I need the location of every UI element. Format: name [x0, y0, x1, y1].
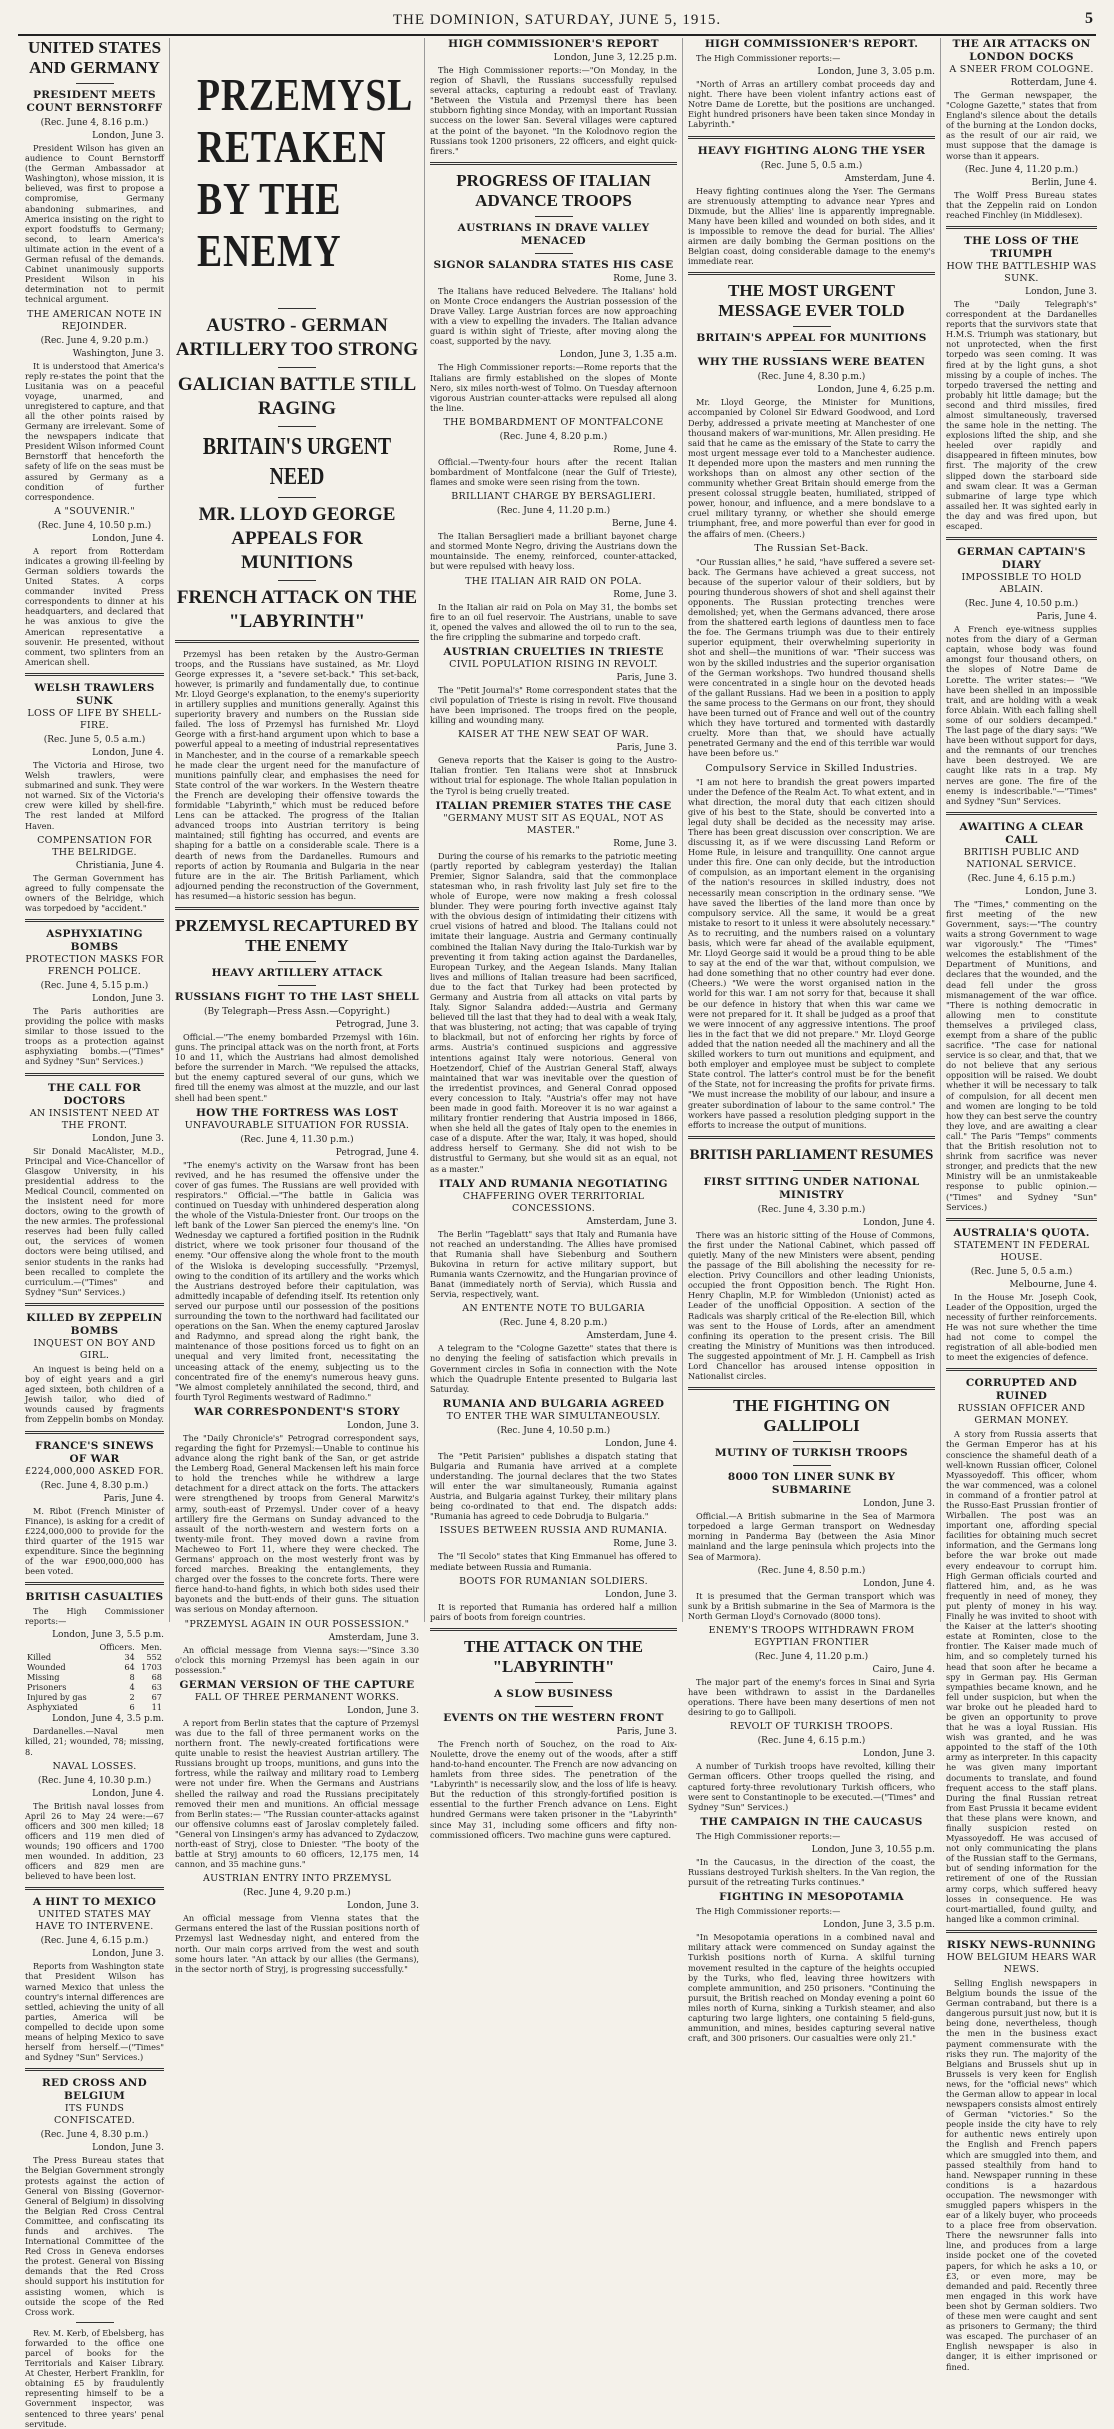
table-cell: 1703 — [141, 1662, 162, 1673]
table-row — [25, 1682, 164, 1692]
article-heading: HIGH COMMISSIONER'S REPORT — [448, 38, 659, 50]
columns — [20, 38, 1102, 2429]
dateline: (Rec. June 4, 3.30 p.m.) — [757, 1204, 866, 1215]
place-date: London, June 4, 3.5 p.m. — [52, 1714, 164, 1725]
table-cell: 8 — [129, 1672, 135, 1683]
article-heading: AUSTRALIA'S QUOTA. — [953, 1226, 1090, 1239]
article-body: During the course of his remarks to the patriotic meeting (partly reported by cablegram yesterday) the Italian Premier, Signor Salandra, said that the commonplace statesman who, in rash frivolity last July set fire to the whole of Europe, were now making a fresh colossal blunder. They were pouring forth invective against Italy with the obvious design of intimidating their citizens with cruel visions of hatred and blood. The Italians could not imitate their language. Austria and Germany continually combined the Italian Navy during the Italo-Turkish war by preventing it from taking action against the Dardanelles, European Turkey, and the Aegean Islands. Many Italian lives and millions of Italian treasure had been sacrificed, due to the fact that Turkey had been protected by Germany and Austria from all attacks on vital parts by Italy. Signor Salandra added:—Austria and Germany believed till the last that they had to deal with a weak Italy, that was blustering, not acting; that was capable of trying to blackmail, but not of enforcing her rights by force of arms. Austria's continued suspicions and aggressive intentions against Italy were notorious. General von Hoetzendorf, Chief of the Austrian General Staff, always maintained that war was inevitable over the question of the irredentist provinces, and General Conrad opposed every concession to Italy. "Austria's offer may not have been made in good faith. Moreover it is no war against a military frontier rendering that Austria imposed in 1866, when she held all the gates of Italy open to the enemies in case of a dispute. After the war, Italy, it was hoped, should address herself to Germany. She did not wish to be distrustful to Germany, but she would sit as an equal, not as a master." — [430, 850, 677, 1174]
article-body: President Wilson has given an audience to Count Bernstorff (the German Ambassador at Washington), whose mission, it is believed, was first to propose a compromise, Germany abandoning submarines, and America insisting on the right to export foodstuffs to Germany; second, to learn America's ultimate action in the event of a German refusal of the demands. Cabinet unanimously supports President Wilson in his determination not to permit technical argument. — [25, 143, 164, 305]
article-heading: BRILLIANT CHARGE BY BERSAGLIERI. — [451, 491, 656, 503]
article-subheading: CIVIL POPULATION RISING IN REVOLT. — [449, 658, 658, 670]
dateline: (Rec. June 4, 8.20 p.m.) — [499, 431, 608, 442]
article-body: The "Times," commenting on the first meeting of the new Government, says:—"The country waits a strong Government to wage war vigorously." The "Times" welcomes the establishment of the Department of Munitions, and declares that the wounded, and the dead fell under the gross mismanagement of the war office. "There is nothing democratic in allowing men to constitute themselves a privileged class, exempt from a share of the public sacrifice. "The case for national service is so clear, and that, that we do not believe that any serious opposition will be raised. We doubt whether it will be necessary to talk of compulsion, for all decent men and women are longing to be told how they can best serve the country they love, and are awaiting a clear call." The Paris "Temps" comments that the British resolution not to shrink from sacrifice was never stronger, and predicts that the new Ministry will be an unmistakeable response to public opinion.—("Times" and Sydney "Sun" Services.) — [946, 898, 1097, 1212]
article-subheading: BRITISH PUBLIC AND NATIONAL SERVICE. — [963, 846, 1080, 870]
article-heading: RUMANIA AND BULGARIA AGREED — [442, 1397, 665, 1410]
byline: (By Telegraph—Press Assn.—Copyright.) — [204, 1006, 390, 1017]
article-body: The Italians have reduced Belvedere. The Italians' hold on Monte Croce endangers the Austrian possession of the Drave Valley. Large Austrian forces are now approaching with a view to expelling the invaders. The Italian advance guard is within sight of Trieste, after moving along the coast, supported by the navy. — [430, 285, 677, 347]
table-cell: Missing — [27, 1672, 60, 1683]
table-row — [25, 1652, 164, 1662]
place-date: Paris, June 4. — [103, 1493, 164, 1504]
dateline: (Rec. June 4, 11.30 p.m.) — [240, 1134, 354, 1145]
article-body: Heavy fighting continues along the Yser. The Germans are strenuously attempting to advance near Ypres and Dixmude, but the Allies' line is apparently impregnable. Many have been killed and wounded on both sides, and it is impossible to remove the dead for burial. The Allies' airmen are daily bombing the German positions on the Belgian coast, doing considerable damage to the enemy's immediate rear. — [688, 185, 935, 267]
table-cell: Prisoners — [27, 1682, 67, 1693]
article-subheading: CHAFFERING OVER TERRITORIAL CONCESSIONS. — [462, 1190, 645, 1214]
article-body: "Our Russian allies," he said, "have suffered a severe set-back. The Germans have achieved a great success, not because of the superior valour of their soldiers, but by pouring thunderous showers of shot and shell against their opponents. The Russian protecting trenches were demolished; yet, when the Germans advanced, there arose from the shattered earth legions of dauntless men to face the foe. The Germans triumph was due to their entirely superior equipment, their overwhelming superiority in shot and shell—the munitions of war. "Their success was won by the skilled industries and the superior organisation of the German workshops. Two hundred thousand shells were concentrated in a single hour on the devoted heads of the gallant Russians. Had we been in a position to apply the same process to the Germans on our front, they should have been turned out of France and well out of the country which they have tortured and tormented with dastardly cruelty. More than that, we should have actually penetrated Germany and the end of this terrible war would have been before us." — [688, 556, 935, 759]
page-number: 5 — [1085, 10, 1094, 27]
place-date: Amsterdam, June 4. — [844, 173, 935, 184]
table-cell: 11 — [151, 1702, 162, 1713]
article-body: A French eye-witness supplies notes from the diary of a German captain, whose body was found amongst four thousand others, on the slopes of Notre Dame de Lorette. The writer states:— "We have been shelled in an impossible trait, and are holding with a weak force Ablain. With each falling shell some of our soldiers decamped." The last page of the diary says: "We have been without support for days, and the remnants of our trenches have been destroyed. We are caught like rats in a trap. My nerves are gone. The fire of the enemy is indescribable."—"Times" and Sydney "Sun" Services. — [946, 624, 1097, 806]
article-heading: NAVAL LOSSES. — [52, 1760, 137, 1772]
article-heading: THE FIGHTING ON GALLIPOLI — [733, 1396, 890, 1436]
article-body: An official message from Vienna states that the Germans entered the last of the Russian positions north of Przemysl last Wednesday night, and entered from the north. Our main corps arrived from the west and south some hours later. "An attack by our allies (the Germans), in the sector north of Stryj, is progressing successfully." — [175, 1913, 419, 1974]
table-cell: 63 — [151, 1682, 162, 1693]
article-heading: ITALY AND RUMANIA NEGOTIATING — [439, 1177, 668, 1190]
dateline: (Rec. June 4, 9.20 p.m.) — [40, 335, 149, 346]
article-body: The Wolff Press Bureau states that the Zeppelin raid on London reached Finchley (in Middlesex). — [946, 189, 1097, 220]
article-heading: AN ENTENTE NOTE TO BULGARIA — [462, 1303, 645, 1315]
article-heading: FIGHTING IN MESOPOTAMIA — [719, 1891, 904, 1904]
place-date: Amsterdam, June 3. — [328, 1632, 419, 1643]
place-date: London, June 3, 10.55 p.m. — [811, 1844, 935, 1855]
place-date: London, June 3, 1.35 a.m. — [559, 350, 677, 361]
section-subheading: The Russian Set-Back. — [754, 542, 869, 554]
article-subheading: UNFAVOURABLE SITUATION FOR RUSSIA. — [184, 1119, 410, 1131]
article-heading: HEAVY FIGHTING ALONG THE YSER — [697, 144, 926, 157]
main-headline: PRZEMYSL RETAKEN BY THE ENEMY — [196, 68, 412, 276]
dateline: (Rec. June 4, 6.15 p.m.) — [757, 1736, 866, 1747]
article-subheading: RUSSIANS FIGHT TO THE LAST SHELL — [175, 990, 419, 1003]
article-subheading: EVENTS ON THE WESTERN FRONT — [443, 1711, 664, 1724]
place-date: London, June 4, 6.25 p.m. — [817, 385, 935, 396]
article-subheading: ITS FUNDS CONFISCATED. — [53, 2103, 135, 2127]
table-cell: Injured by gas — [27, 1692, 87, 1703]
column-2 — [170, 38, 425, 1974]
dateline: (Rec. June 4, 11.20 p.m.) — [754, 1651, 869, 1662]
column-3 — [425, 38, 683, 1840]
article-heading: AWAITING A CLEAR CALL — [959, 820, 1084, 846]
headline-deck: AUSTRO - GERMAN ARTILLERY TOO STRONG — [175, 314, 419, 360]
article-body: Dardanelles.—Naval men killed, 21; wounded, 78; missing, 8. — [25, 1726, 164, 1757]
article-body: Geneva reports that the Kaiser is going to the Austro-Italian frontier. Ten Italians were shot at Innsbruck without trial for espionage. The whole Italian population in the Tyrol is being cruelly treated. — [430, 755, 677, 796]
place-date: London, June 3, 5.5 p.m. — [52, 1630, 164, 1641]
article-subheading: HOW THE BATTLESHIP WAS SUNK. — [946, 260, 1097, 284]
place-date: London, June 3. — [1025, 286, 1097, 297]
article-heading: HOW THE FORTRESS WAS LOST — [195, 1106, 399, 1119]
column-5 — [941, 38, 1102, 2372]
article-body: The Victoria and Hirose, two Welsh trawlers, were submarined and sunk. They were not warned. Six of the Victoria's crew were killed by shell-fire. The rest landed at Milford Haven. — [25, 759, 164, 831]
article-subheading: HOW BELGIUM HEARS WAR NEWS. — [946, 1951, 1097, 1975]
article-heading: THE ATTACK ON THE "LABYRINTH" — [463, 1636, 643, 1676]
article-heading: BRITISH PARLIAMENT RESUMES — [689, 1146, 934, 1163]
table-cell: Asphyxiated — [27, 1702, 78, 1713]
article-body: The "Petit Parisien" publishes a dispatch stating that Bulgaria and Rumania have arrived at a complete understanding. The journal declares that the two States will enter the war simultaneously, Rumania against Austria, and Bulgaria against Turkey, their military plans being co-ordinated to that end. The dispatch adds: "Rumania has agreed to cede Dobrudja to Bulgaria." — [430, 1450, 677, 1522]
article-body: A report from Rotterdam indicates a growing ill-feeling by German soldiers towards the United States. A corps commander invited Press correspondents to dinner at his headquarters, and declared that he was anxious to give the American representative a souvenir. He presented, without comment, two splinters from an American shell. — [25, 545, 164, 667]
place-date: Rotterdam, June 4. — [1010, 78, 1097, 88]
article-subheading: AUSTRIANS IN DRAVE VALLEY MENACED — [457, 221, 650, 247]
masthead-title: THE DOMINION, SATURDAY, JUNE 5, 1915. — [392, 11, 722, 28]
article-heading: THE CALL FOR DOCTORS — [47, 1081, 142, 1107]
article-heading: BRITISH CASUALTIES — [25, 1591, 164, 1604]
dateline: (Rec. June 5, 0.5 a.m.) — [43, 734, 146, 745]
table-row — [25, 1662, 164, 1672]
article-body: The Berlin "Tageblatt" says that Italy and Rumania have not reached an understanding. The Allies have promised that Rumania shall have Siebenburg and Southern Bukovina in return for active military support, but Rumania wants Czernowitz, and the Hungarian province of Banat (immediately north of Servia), which Russia and Servia, respectively, want. — [430, 1228, 677, 1300]
dateline: (Rec. June 4, 10.30 p.m.) — [37, 1775, 152, 1786]
place-date: Rome, June 3. — [613, 838, 677, 849]
article-body: The "Il Secolo" states that King Emmanuel has offered to mediate between Russia and Rumania. — [430, 1551, 677, 1572]
place-date: Amsterdam, June 4. — [586, 1331, 677, 1342]
dateline: (Rec. June 4, 6.15 p.m.) — [40, 1936, 149, 1947]
article-heading: THE CAMPAIGN IN THE CAUCASUS — [700, 1815, 923, 1828]
article-subheading: FALL OF THREE PERMANENT WORKS. — [194, 1691, 400, 1703]
headline-deck: MR. LLOYD GEORGE APPEALS FOR MUNITIONS — [198, 503, 396, 573]
article-body: The High Commissioner reports:— — [696, 53, 841, 63]
article-heading: AUSTRIAN ENTRY INTO PRZEMYSL — [202, 1873, 392, 1885]
place-date: London, June 3. — [92, 993, 164, 1004]
article-body: "In Mesopotamia operations in a combined naval and military attack were commenced on Sunday against the Turkish positions north of Kurna. A skilful turning movement resulted in the capture of the heights occupied by the Turks, who fled, leaving three howitzers with complete ammunition, and 250 prisoners. "Continuing the pursuit, the British reached on Monday evening a point 60 miles north of Kurna, sinking a Turkish steamer, and also capturing two large lighters, one containing 5 field-guns, ammunition, and mines, besides capturing several native craft, and 300 prisoners. Our casualties were only 21." — [688, 1932, 935, 2044]
dateline: (Rec. June 4, 10.50 p.m.) — [496, 1425, 611, 1436]
casualties-table — [25, 1642, 164, 1712]
place-date: London, June 4. — [863, 1217, 935, 1228]
article-heading: REVOLT OF TURKISH TROOPS. — [729, 1721, 894, 1733]
article-body: Official.—Twenty-four hours after the recent Italian bombardment of Montfalcone (near the Gulf of Trieste), flames and smoke were seen rising from the town. — [430, 456, 677, 488]
headline-deck: FRENCH ATTACK ON THE "LABYRINTH" — [176, 586, 418, 632]
article-body: Mr. Lloyd George, the Minister for Munitions, accompanied by Colonel Sir Edward Goodwood, and Lord Derby, addressed a private meeting at Manchester of one thousand makers of war-munitions, Mr. Allen presiding. He said that he came as the emissary of the State to carry the most urgent message ever told to a Manchester audience. It depended more upon the masters and men running the workshops than on almost any other section of the community whether Great Britain should emerge from the present colossal struggle beaten, humiliated, stripped of power, honour, and influence, and a mere bondslave to a cruel military tyranny, or whether she should emerge triumphant, free, and more powerful than ever for good in the affairs of men. (Cheers.) — [688, 397, 935, 539]
article-subheading: A SLOW BUSINESS — [494, 1687, 613, 1700]
article-subheading: £224,000,000 ASKED FOR. — [25, 1465, 164, 1477]
article-body: The German newspaper, the "Cologne Gazette," states that from England's silence about the details of the burning at the London docks, as the result of our air raid, we must suppose that the damage is worse than it appears. — [946, 90, 1097, 161]
table-cell: 67 — [151, 1692, 162, 1703]
article-body: The High Commissioner reports:—"On Monday, in the region of Shavli, the Russians successfully repulsed several attacks, capturing a redoubt east of Travlany. "Between the Vistula and Przemysl there has been stubborn fighting since Monday, with an important Russian success on the lower San. Several villages were captured at the point of the bayonet. "In the Kolodnovo region the Russians took 1200 prisoners, 22 officers, and eight quick-firers." — [430, 65, 677, 156]
table-cell: Men. — [140, 1642, 162, 1653]
article-subheading: INQUEST ON BOY AND GIRL. — [33, 1337, 156, 1361]
article-body: Official.—"The enemy bombarded Przemysl with 16in. guns. The principal attack was on the north front, at Forts 10 and 11, which the Austrians had almost demolished before the surrender in March. "We repulsed the attacks, but the enemy captured several of our guns, which we fired till the enemy was almost at the muzzle, and our last shell had been spent." — [175, 1031, 419, 1103]
article-subheading: TO ENTER THE WAR SIMULTANEOUSLY. — [446, 1410, 661, 1422]
article-body: Selling English newspapers in Belgium bounds the issue of the German contraband, but there is a dangerous pursuit just now, but it is being done, nevertheless, though the men in the business exact payment commensurate with the risks they run. The majority of the Belgians and Brussels shut up in Brussels is very keen for English news, for the "official news" which the German allow to appear in local newspapers consists almost entirely of German "victories." So the people inside the city have to rely for authentic news entirely upon the English and French papers which are smuggled into them, and passed stealthily from hand to hand. Newspaper running in these conditions is a hazardous occupation. The newsmonger with smuggled papers whispers in the ear of a likely buyer, who proceeds to a place free from observation. There the newsrunner falls into line, and produces from a large inside pocket one of the coveted papers, for which he asks a 10, or £3, or even more, may be demanded and paid. Recently three men engaged in this work have been shot by German soldiers. Two of these men were caught and sent as prisoners to Germany; the third was escaped. The purchaser of an English newspaper is also in danger, it is either imprisoned or fined. — [946, 1977, 1097, 2372]
place-date: Cairo, June 4. — [872, 1664, 935, 1675]
article-body: The major part of the enemy's forces in Sinai and Syria have been withdrawn to assist in the Dardanelles operations. There have been many desertions of men not desiring to go to Gallipoli. — [688, 1676, 935, 1718]
place-date: Melbourne, June 4. — [1009, 1279, 1097, 1290]
place-date: London, June 3. — [863, 1499, 935, 1510]
article-heading: THE AMERICAN NOTE IN REJOINDER. — [27, 308, 162, 332]
place-date: London, June 3. — [92, 1133, 164, 1144]
table-cell: 2 — [129, 1692, 135, 1703]
article-subheading: 8000 TON LINER SUNK BY SUBMARINE — [727, 1471, 896, 1497]
article-heading: THE BOMBARDMENT OF MONTFALCONE — [443, 416, 664, 428]
article-heading: A HINT TO MEXICO — [32, 1896, 157, 1909]
dateline: (Rec. June 4, 6.15 p.m.) — [967, 873, 1076, 884]
table-cell: 34 — [124, 1652, 135, 1663]
article-body: Reports from Washington state that President Wilson has warned Mexico that unless the country's internal differences are settled, achieving the unity of all parties, America will be compelled to decide upon some means of helping Mexico to save herself from herself.—("Times" and Sydney "Sun" Services.) — [25, 1961, 164, 2063]
article-body: It is reported that Rumania has ordered half a million pairs of boots from foreign countries. — [430, 1601, 677, 1622]
article-body: Rev. M. Kerb, of Ebelsberg, has forwarded to the office one parcel of books for the Territorials and Kaiser Library. At Chester, Herbert Franklin, for obtaining £5 by fraudulently representing himself to be a Government inspector, was sentenced to three years' penal servitude. — [25, 2327, 164, 2429]
table-row — [25, 1672, 164, 1682]
article-heading: A "SOUVENIR." — [54, 505, 135, 517]
article-heading: ASPHYXIATING BOMBS — [46, 927, 143, 953]
place-date: London, June 3. — [347, 1705, 419, 1716]
article-body: The Paris authorities are providing the police with masks similar to those issued to the troops as a protection against asphyxiating bombs.—("Times" and Sydney "Sun" Services.) — [25, 1005, 164, 1067]
article-heading: ENEMY'S TROOPS WITHDRAWN FROM EGYPTIAN FRONTIER — [708, 1624, 915, 1648]
article-subheading: PROTECTION MASKS FOR FRENCH POLICE. — [25, 953, 164, 977]
article-body: In the Italian air raid on Pola on May 31, the bombs set fire to an oil fuel reservoir. The Austrians, unable to save it, opened the valves and allowed the oil to run to the sea, the fire crippling the submarine and torpedo craft. — [430, 601, 677, 642]
article-heading: THE LOSS OF THE TRIUMPH — [963, 234, 1079, 260]
article-heading: "PRZEMYSL AGAIN IN OUR POSSESSION." — [184, 1618, 410, 1630]
headline-deck: BRITAIN'S URGENT NEED — [202, 433, 392, 490]
article-subheading: LOSS OF LIFE BY SHELL-FIRE. — [27, 707, 162, 731]
article-subheading: HEAVY ARTILLERY ATTACK — [211, 966, 383, 979]
article-body: "The enemy's activity on the Warsaw front has been revived, and he has resumed the offensive under the cover of gas fumes. The Russians are well provided with respirators." Official.—"The battle in Galicia was continued on Tuesday with unhindered desperation along the whole of the Vistula-Dniester front. Our troops on the left bank of the Lower San pierced the enemy's line. "On Wednesday we captured a fortified position in the Rudnik district, where we took prisoner four thousand of the enemy. "Our offensive along the whole front to the mouth of the Wisloka is developing successfully. "Przemysl, owing to the condition of its artillery and the works which the Austrians destroyed before their capitulation, was admittedly incapable of defending itself. Its retention only served our purpose until our possession of the positions surrounding the town to the northward had facilitated our operations on the San. When the enemy captured Jaroslav and Radymno, and spread along the right bank, the maintenance of those positions forced us to fight on an unequal and very limited front, necessitating the unceasing attack of the enemy, subjecting us to the concentrated fire of the enemy's numerous heavy guns. "We almost completely annihilated the second, third, and fourth Tyrol Regiments westward of Radimno." — [175, 1159, 419, 1402]
table-cell: 64 — [124, 1662, 135, 1673]
article-heading: PRZEMYSL RECAPTURED BY THE ENEMY — [175, 915, 419, 955]
place-date: London, June 3. — [92, 2143, 164, 2154]
article-heading: KILLED BY ZEPPELIN BOMBS — [26, 1311, 163, 1337]
article-subheading: FIRST SITTING UNDER NATIONAL MINISTRY — [703, 1175, 920, 1201]
place-date: Paris, June 3. — [616, 743, 677, 754]
article-heading: UNITED STATES AND GERMANY — [27, 38, 162, 77]
table-header-row — [25, 1642, 164, 1652]
article-body: The German Government has agreed to fully compensate the owners of the Belridge, which was torpedoed by "accident." — [25, 872, 164, 913]
article-subheading: RUSSIAN OFFICER AND GERMAN MONEY. — [957, 1403, 1086, 1427]
article-heading: KAISER AT THE NEW SEAT OF WAR. — [457, 729, 650, 741]
place-date: London, June 3, 12.25 p.m. — [553, 53, 677, 63]
dateline: (Rec. June 4, 10.50 p.m.) — [37, 520, 152, 531]
place-date: Berne, June 4. — [611, 519, 677, 530]
article-body: "In the Caucasus, in the direction of the coast, the Russians destroyed Turkish shelters. In the Van region, the pursuit of the retreating Turks continues." — [688, 1856, 935, 1888]
dateline: (Rec. June 5, 0.5 a.m.) — [760, 160, 863, 171]
article-body: The "Petit Journal's" Rome correspondent states that the civil population of Trieste is rising in revolt. Five thousand have been imprisoned. The troops fired on the people, killing and wounding many. — [430, 684, 677, 726]
article-subheading: AN INSISTENT NEED AT THE FRONT. — [29, 1107, 160, 1131]
article-heading: CORRUPTED AND RUINED — [965, 1377, 1078, 1403]
article-body: A number of Turkish troops have revolted, killing their German officers. Other troops quelled the rising, and captured forty-three revolutionary Turkish officers, who were sent to Constantinople to be executed.—("Times" and Sydney "Sun" Services.) — [688, 1761, 935, 1812]
place-date: Rome, June 3. — [613, 273, 677, 284]
table-cell: 4 — [129, 1682, 135, 1693]
article-body: A telegram to the "Cologne Gazette" states that there is no denying the feeling of satisfaction which prevails in Government circles in Sofia in connection with the Note which the Quadruple Entente presented to Bulgaria last Saturday. — [430, 1343, 677, 1394]
article-body: The Italian Bersaglieri made a brilliant bayonet charge and stormed Monte Negro, driving the Austrians down the mountainside. The enemy, reinforced, counter-attacked, but were repulsed with heavy loss. — [430, 531, 677, 572]
place-date: London, June 3. — [347, 1901, 419, 1912]
table-cell: 6 — [129, 1702, 135, 1713]
place-date: Washington, June 3. — [72, 348, 164, 359]
article-subheading: IMPOSSIBLE TO HOLD ABLAIN. — [961, 572, 1082, 596]
article-heading: HIGH COMMISSIONER'S REPORT. — [704, 38, 919, 50]
article-heading: AUSTRIAN CRUELTIES IN TRIESTE — [443, 645, 664, 658]
place-date: London, June 3. — [863, 1749, 935, 1760]
table-cell: 552 — [146, 1652, 162, 1663]
place-date: London, June 3. — [1025, 886, 1097, 897]
article-body: A report from Berlin states that the capture of Przemysl was due to the fall of three permanent works on the northern front. The newly-created fortifications were quite unable to resist the heaviest Austrian artillery. The Russians brought up troops, munitions, and guns into the fortress, while the railway and military road to Lemberg were not under fire. When the Germans and Austrians shelled the railway and road the Russians precipitately removed their men and munitions. An official message from Berlin states:— "The Russian counter-attacks against our offensive columns east of Jaroslav completely failed. "General von Linsingen's army has advanced to Zydaczow, north-east of Stryj, close to Dniester. "The booty of the battle at Stryj amounts to 60 officers, 12,175 men, 14 cannon, and 35 machine guns." — [175, 1717, 419, 1870]
place-date: Christiania, June 4. — [75, 860, 164, 871]
place-date: Paris, June 4. — [1036, 612, 1097, 623]
article-body: A story from Russia asserts that the German Emperor has at his conscience the shameful death of a well-known Russian officer, Colonel Myassoyedoff. This officer, whom the war commenced, was a colonel in command of a frontier patrol at the Russo-East Prussian frontier of Wirballen. The post was an important one, affording special facilities for obtaining much secret information, and the Germans long before the war broke out made every endeavour to corrupt him. High German officials courted and flattered him, and, as he was frequently in need of money, they put plenty of money in his way. Finally he was invited to shoot with the Kaiser at the latter's shooting estate at Rominten, close to the frontier. The Kaiser made much of him, and so completely turned his head that soon after he became a spy in German pay. His German sympathies became known, and he fell under suspicion, but when the war broke out he pleaded hard to be given an opportunity to prove that he was a loyal Russian. His wish was granted, and he was appointed to the staff of the 10th army as interpreter. In this capacity he was given many important documents to translate, and found frequent access to the staff plans. During the final Russian retreat from East Prussia it became evident that these plans were known, and finally suspicion rested on Myassoyedoff. He was accused of not only communicating the plans of the Russian staff to the Germans, but of sending information for the retirement of one of the Russian army corps, which suffered heavy losses in consequence. He was court-martialled, found guilty, and hanged like a common criminal. — [946, 1429, 1097, 1924]
dateline: (Rec. June 4, 8.30 p.m.) — [40, 1480, 149, 1491]
table-cell: 68 — [151, 1672, 162, 1683]
article-heading: ISSUES BETWEEN RUSSIA AND RUMANIA. — [439, 1525, 668, 1537]
article-body: Official.—A British submarine in the Sea of Marmora torpedoed a large German transport on Wednesday morning in Panderma Bay (between the Asia Minor mainland and the large peninsula which projects into the Sea of Marmora). — [688, 1511, 935, 1562]
article-heading: BOOTS FOR RUMANIAN SOLDIERS. — [459, 1575, 648, 1587]
article-subheading: A SNEER FROM COLOGNE. — [949, 64, 1094, 75]
article-body: It is understood that America's reply re-states the point that the Lusitania was on a peaceful voyage, unarmed, and unregistered to capture, and that all the other points raised by Germany are irrelevant. Some of the newspapers indicate that President Wilson informed Count Bernstorff that henceforth the safety of life on the seas must be assured by Germany as a condition of further correspondence. — [25, 360, 164, 502]
article-body: "I am not here to brandish the great powers imparted under the Defence of the Realm Act. To what extent, and in what direction, the moral duty that each citizen should give of his best to the State, should be converted into a legal duty shall be decided as the necessity may arise. There has been great discussion over conscription. We are discussing it, as if we were discussing Land Reform or Home Rule, in leisure and tranquillity. One cannot argue under this fire. One can only decide, but the introduction of compulsion, as an important element in the organising of the nation's resources in skilled industry, does not necessarily mean conscription in the ordinary sense. "We have saved the liberties of the land more than once by compulsory service. All the same, it would be a great mistake to resort to it unless it were absolutely necessary." As to recruiting, and the numbers raised on a voluntary basis, which were far ahead of the available equipment, Mr. Lloyd George said it would be a proud thing to be able to say at the end of the war that, without compulsion, we had done something that no other country had ever done. (Cheers.) "We were the worst organised nation in the world for this war. I am not sorry for that, because it shall be our defence in history that when this war came we were not prepared for it. It shall be judged as a proof that we were innocent of any aggressive intentions. The proof lies in the fact that we did not prepare." Mr. Lloyd George added that the nation needed all the machinery and all the skilled workers to turn out munitions and equipment, and both employer and employee must be subject to complete State control. The latter's control must be for the benefit of the State, not for increasing the profits for private firms. "We must increase the mobility of our labour, and insure a greater subordination of labour to the same control." The workers have passed a resolution pledging support in the efforts to increase the output of munitions. — [688, 776, 935, 1130]
place-date: London, June 3, 3.05 p.m. — [817, 67, 935, 78]
article-subheading: PRESIDENT MEETS COUNT BERNSTORFF — [26, 89, 163, 114]
article-heading: ITALIAN PREMIER STATES THE CASE — [435, 799, 672, 812]
place-date: London, June 3. — [92, 1949, 164, 1960]
place-date: London, June 4. — [92, 533, 164, 544]
place-date: London, June 4. — [92, 747, 164, 758]
place-date: Amsterdam, June 3. — [586, 1216, 677, 1227]
article-subheading: SIGNOR SALANDRA STATES HIS CASE — [433, 258, 674, 271]
place-date: Rome, June 3. — [613, 589, 677, 600]
article-heading: RISKY NEWS-RUNNING — [947, 1938, 1096, 1951]
place-date: Petrograd, June 4. — [335, 1147, 419, 1158]
article-body: The British naval losses from April 26 to May 24 were:—67 officers and 300 men killed; 18 officers and 119 men died of wounds; 190 officers and 1700 men wounded. In addition, 23 officers and 829 men are believed to have been lost. — [25, 1800, 164, 1882]
place-date: London, June 3. — [92, 131, 164, 141]
article-heading: THE MOST URGENT MESSAGE EVER TOLD — [718, 281, 905, 321]
dateline: (Rec. June 4, 8.20 p.m.) — [499, 1318, 608, 1329]
place-date: Berlin, June 4. — [1031, 177, 1097, 188]
article-body: Sir Donald MacAlister, M.D., Principal and Vice-Chancellor of Glasgow University, in his presidential address to the Medical Council, commented on the insistent need for more doctors, owing to the growth of the new armies. The professional reserves had been fully called out, the services of women doctors were being utilised, and senior students in the ranks had been recalled to complete the curriculum.—("Times" and Sydney "Sun" Services.) — [25, 1145, 164, 1297]
article-body: The "Daily Chronicle's" Petrograd correspondent says, regarding the fight for Przemysl:—Unable to continue his advance along the right bank of the San, or get astride the Lemberg Road, General Mackensen left his main force to hold the trenches while he withdrew a large detachment for a direct attack on the forts. The attackers were strengthened by troops from General Marwitz's army, south-east of Przemysl. Under cover of a heavy artillery fire the Germans on Sunday advanced to the assault of the north-western and western forts on a twenty-mile front. They moved down a ravine from Macheweo to Fort 11, where they were checked. The Germans' approach on the most westerly front was by forced marches. Breaking the entanglements, they charged over the fosses to the concrete forts. There were fierce hand-to-hand fights, in which both sides used their bayonets and the butt-ends of their guns. The situation was serious on Monday afternoon. — [175, 1432, 419, 1615]
article-body: The High Commissioner reports:—Rome reports that the Italians are firmly established on the slopes of Monte Nero, six miles north-west of Tolmo. On Tuesday afternoon vigorous Austrian counter-attacks were repulsed all along the line. — [430, 362, 677, 413]
place-date: Rome, June 3. — [613, 1539, 677, 1550]
dateline: (Rec. June 4, 5.15 p.m.) — [40, 980, 149, 991]
article-body: The Press Bureau states that the Belgian Government strongly protests against the action of General von Bissing (Governor-General of Belgium) in dissolving the Belgian Red Cross Central Committee, and confiscating its funds and archives. The International Committee of the Red Cross in Geneva endorses the protest. General von Bissing demands that the Red Cross should support his institution for assisting women, which is outside the scope of the Red Cross work. — [25, 2155, 164, 2317]
place-date: London, June 3, 3.5 p.m. — [823, 1920, 935, 1931]
article-body: An official message from Vienna says:—"Since 3.30 o'clock this morning Przemysl has been again in our possession." — [175, 1644, 419, 1675]
article-heading: GERMAN CAPTAIN'S DIARY — [957, 546, 1086, 572]
dateline: (Rec. June 5, 0.5 a.m.) — [970, 1266, 1073, 1277]
article-heading: THE AIR ATTACKS ON LONDON DOCKS — [952, 38, 1091, 63]
dateline: (Rec. June 4, 8.30 p.m.) — [40, 2130, 149, 2141]
article-body: The French north of Souchez, on the road to Aix-Noulette, drove the enemy out of the woods, after a stiff hand-to-hand encounter. The French are now advancing on hamlets from three sides. The penetration of the "Labyrinth" is necessarily slow, and the loss of life is heavy. But the reduction of this strongly-fortified position is essential to the further French advance on Lens. Eight hundred Germans were taken prisoner in the "Labyrinth" since May 31, including some officers and fifty non-commissioned officers. Two machine guns were captured. — [430, 1738, 677, 1840]
article-subheading: UNITED STATES MAY HAVE TO INTERVENE. — [35, 1909, 154, 1933]
article-subheading: "GERMANY MUST SIT AS EQUAL, NOT AS MASTER." — [443, 812, 664, 836]
table-row — [25, 1702, 164, 1712]
table-cell: Wounded — [27, 1662, 66, 1673]
article-body: An inquest is being held on a boy of eight years and a girl aged sixteen, both children of a Jewish tailor, who died of wounds caused by fragments from Zeppelin bombs on Monday. — [25, 1363, 164, 1425]
article-body: The High Commissioner reports:— — [696, 1906, 841, 1917]
dateline: (Rec. June 4, 11.20 p.m.) — [496, 506, 611, 517]
place-date: London, June 3. — [605, 1589, 677, 1600]
article-body: The High Commissioner reports:— — [25, 1606, 164, 1627]
place-date: London, June 4. — [92, 1788, 164, 1799]
article-body: It is presumed that the German transport which was sunk by a British submarine in the Sea of Marmora is the North German Lloyd's Cornovado (8000 tons). — [688, 1590, 935, 1621]
article-heading: WELSH TRAWLERS SUNK — [34, 681, 155, 707]
article-subheading: STATEMENT IN FEDERAL HOUSE. — [953, 1239, 1090, 1263]
place-date: London, June 4. — [605, 1438, 677, 1449]
article-heading: FRANCE'S SINEWS OF WAR — [35, 1439, 154, 1465]
dateline: (Rec. June 4, 11.20 p.m.) — [964, 164, 1079, 175]
article-body: In the House Mr. Joseph Cook, Leader of the Opposition, urged the necessity of further reinforcements. He was not sure whether the time had not come to compel the registration of all able-bodied men to meet the exigencies of defence. — [946, 1291, 1097, 1363]
table-cell: Killed — [27, 1652, 52, 1663]
dateline: (Rec. June 4, 8.16 p.m.) — [40, 118, 149, 128]
place-date: Paris, June 3. — [616, 1726, 677, 1737]
place-date: London, June 3. — [347, 1420, 419, 1431]
article-body: M. Ribot (French Minister of Finance), is asking for a credit of £224,000,000 to provide for the third quarter of the 1915 war expenditure. Since the beginning of the war £900,000,000 has been voted. — [25, 1505, 164, 1577]
table-cell — [25, 1642, 94, 1652]
article-subheading: WHY THE RUSSIANS WERE BEATEN — [697, 356, 926, 369]
article-heading: WAR CORRESPONDENT'S STORY — [194, 1405, 400, 1418]
article-subheading: BRITAIN'S APPEAL FOR MUNITIONS — [696, 332, 927, 345]
dateline: (Rec. June 4, 8.30 p.m.) — [757, 372, 866, 383]
dateline: (Rec. June 4, 8.50 p.m.) — [757, 1565, 866, 1576]
dateline: (Rec. June 4, 10.50 p.m.) — [964, 599, 1079, 610]
article-body: The High Commissioner reports:— — [696, 1830, 841, 1841]
lead-summary: Przemysl has been retaken by the Austro-German troops, and the Russians have sustained, as Mr. Lloyd George expresses it, a "severe set-back." This set-back, however, is primarily and fundamentally due, to continue Mr. Lloyd George's explanation, to the enemy's superiority in artillery supplies and munitions generally. Against this superiority bravery and numbers on the Russian side failed. The loss of Przemysl has furnished Mr. Lloyd George with a first-hand argument upon which to base a powerful appeal to a meeting of industrial representatives in Manchester, and in the course of a remarkable speech he made clear the urgent need for the manufacture of munitions painfully clear, and emphasises the need for State control of the war workers. In the Western theatre the French are developing their offensive towards the formidable "Labyrinth," which must be reduced before Lens can be attacked. The progress of the Italian advanced troops into Austrian territory is being maintained; still fighting has occurred, and events are shaping for a battle on a considerable scale. There is a dearth of news from the Dardanelles. Rumours and reports of action by Roumania and Bulgaria in the near future are in the air. The British Parliament, which adjourned pending the reconstruction of the Government, has resumed—a historic session has begun. — [175, 648, 419, 901]
section-subheading: Compulsory Service in Skilled Industries. — [705, 762, 918, 774]
article-heading: PROGRESS OF ITALIAN ADVANCE TROOPS — [456, 170, 651, 210]
headline-deck: GALICIAN BATTLE STILL RAGING — [177, 373, 417, 419]
table-row — [25, 1692, 164, 1702]
article-heading: THE ITALIAN AIR RAID ON POLA. — [465, 575, 642, 587]
article-body: There was an historic sitting of the House of Commons, the first under the National Cabinet, which passed off quietly. Many of the new Ministers were absent, pending the passage of the Bill abolishing the necessity for re-election. Privy Councillors and other leading Unionists, occupied the front Opposition bench. The Right Hon. Henry Chaplin, M.P. for Wimbledon (Unionist) acted as Leader of the unofficial Opposition. A section of the Radicals was sharply critical of the Re-election Bill, which was sent to the House of Lords, after an amendment confining its operation to the present crisis. The Bill creating the Ministry of Munitions was then introduced. The suggested appointment of Mr. J. H. Campbell as Irish Lord Chancellor has aroused intense opposition in Nationalist circles. — [688, 1229, 935, 1382]
article-heading: RED CROSS AND BELGIUM — [41, 2077, 148, 2103]
place-date: Petrograd, June 3. — [335, 1019, 419, 1030]
place-date: London, June 4. — [863, 1578, 935, 1589]
place-date: Rome, June 4. — [613, 444, 677, 455]
column-4 — [683, 38, 941, 2044]
masthead — [18, 6, 1096, 36]
article-heading: COMPENSATION FOR THE BELRIDGE. — [37, 834, 152, 858]
place-date: Paris, June 3. — [616, 672, 677, 683]
article-subheading: MUTINY OF TURKISH TROOPS — [715, 1447, 908, 1460]
article-body: The "Daily Telegraph's" correspondent at the Dardanelles reports that the survivors state that H.M.S. Triumph was stationary, but not unprotected, when the first torpedo was seen coming. It was fired at by the light guns, a shot missing by a couple of inches. The torpedo traversed the netting and probably hit little damage; but the second and third missiles, fired almost simultaneously, traversed the same hole in the netting. The explosions lifted the ship, and she heeled over rapidly and disappeared in fifteen minutes, bow first. The majority of the crew slipped down the starboard side and swam clear. It was a German submarine of large type which assailed her. It was sighted early in the day and was fired upon, but escaped. — [946, 298, 1097, 531]
dateline: (Rec. June 4, 9.20 p.m.) — [243, 1888, 351, 1899]
article-body: "North of Arras an artillery combat proceeds day and night. There have been violent infantry actions east of Notre Dame de Lorette, but the positions are unchanged. Eight hundred prisoners have been taken since Monday in Labyrinth." — [688, 79, 935, 130]
table-cell: Officers. — [99, 1642, 135, 1653]
article-heading: GERMAN VERSION OF THE CAPTURE — [179, 1678, 415, 1691]
column-1 — [20, 38, 170, 2429]
